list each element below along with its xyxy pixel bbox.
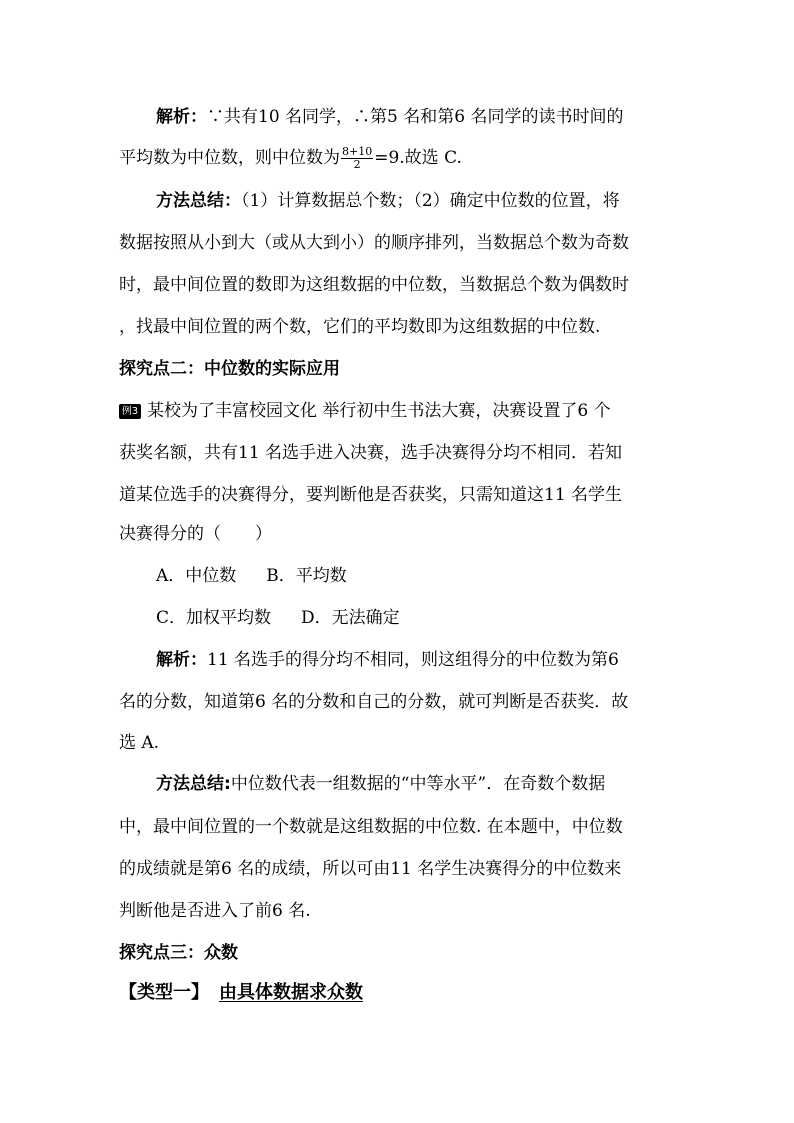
- example-3-line-2: 获奖名额，共有11 名选手进入决赛，选手决赛得分均不相同．若知: [119, 443, 623, 463]
- type-title: 由具体数据求众数: [219, 982, 363, 1003]
- method-1-line-3: 时，最中间位置的数即为这组数据的中位数，当数据总个数为偶数时: [119, 275, 629, 295]
- section-3-title: 探究点三：众数: [119, 943, 238, 963]
- analysis-2-line-1: 解析：11 名选手的得分均不相同，则这组得分的中位数为第6: [156, 650, 619, 670]
- method-1-line-1: 方法总结：（1）计算数据总个数；（2）确定中位数的位置，将: [156, 191, 620, 211]
- analysis-1-line-2: 平均数为中位数，则中位数为 $\frac{8+10}{2}$ =9.故选 C.: [119, 145, 462, 171]
- option-d: D．无法确定: [301, 608, 400, 628]
- method-1-line-2: 数据按照从小到大（或从大到小）的顺序排列，当数据总个数为奇数: [119, 233, 629, 253]
- example-3-line-4: 决赛得分的（ ）: [119, 524, 272, 544]
- analysis-1-line-1: 解析：∵共有10 名同学，∴第5 名和第6 名同学的读书时间的: [156, 107, 624, 127]
- method-1-line-4: ，找最中间位置的两个数，它们的平均数即为这组数据的中位数.: [119, 317, 601, 337]
- analysis-label: 解析：: [156, 107, 207, 127]
- method-2-line-4: 判断他是否进入了前6 名.: [119, 901, 311, 921]
- options-row-1: [156, 564, 347, 588]
- fraction: $\frac{8+10}{2}$: [342, 145, 373, 171]
- example-badge: 例3: [119, 404, 141, 419]
- method-label: 方法总结:: [156, 774, 231, 794]
- section-2-title: 探究点二：中位数的实际应用: [119, 359, 340, 379]
- analysis-2-line-3: 选 A.: [119, 733, 160, 753]
- type-1-heading: [119, 981, 363, 1005]
- method-2-line-1: 方法总结:中位数代表一组数据的“中等水平”．在奇数个数据: [156, 774, 606, 794]
- type-label: 【类型一】: [119, 982, 209, 1003]
- option-c: C．加权平均数: [156, 608, 272, 628]
- example-3-line-3: 道某位选手的决赛得分，要判断他是否获奖，只需知道这11 名学生: [119, 485, 623, 505]
- method-label: 方法总结：: [156, 191, 241, 211]
- method-2-line-2: 中，最中间位置的一个数就是这组数据的中位数. 在本题中，中位数: [119, 817, 623, 837]
- options-row-2: [156, 606, 400, 630]
- method-2-line-3: 的成绩就是第6 名的成绩，所以可由11 名学生决赛得分的中位数来: [119, 859, 622, 879]
- option-b: B．平均数: [266, 566, 347, 586]
- option-a: A．中位数: [156, 566, 237, 586]
- example-3-line-1: 例3 某校为了丰富校园文化 举行初中生书法大赛，决赛设置了6 个: [119, 399, 611, 423]
- analysis-2-line-2: 名的分数，知道第6 名的分数和自己的分数，就可判断是否获奖．故: [119, 692, 629, 712]
- analysis-label: 解析：: [156, 650, 207, 670]
